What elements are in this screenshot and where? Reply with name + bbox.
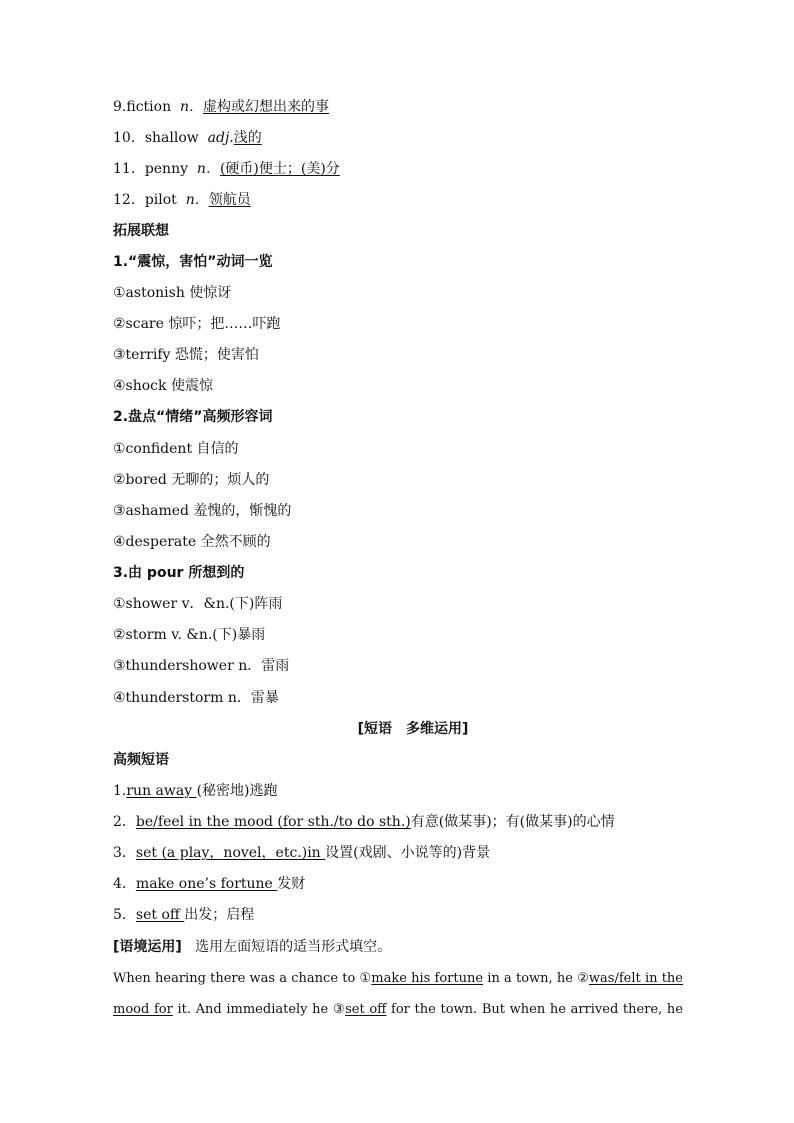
vocab-word: 10．shallow [113,130,199,146]
phrase-meaning: 出发；启程 [184,907,255,923]
vocab-word: 9.fiction [113,99,172,115]
phrase-text: run away [126,783,197,799]
vocab-item [113,190,251,210]
vocab-meaning: 浅的 [233,130,262,146]
section-title: [短语 多维运用] [357,721,469,737]
phrase-item [113,781,278,801]
phrase-number: 4． [113,876,136,892]
group-item: ③thundershower n．雷雨 [113,658,290,674]
vocab-item [113,128,262,148]
group-item: ①astonish 使惊讶 [113,285,232,301]
expand-heading: 拓展联想 [113,223,169,239]
vocab-pos: n． [185,192,209,208]
phrase-item [113,905,254,925]
phrase-meaning: 设置(戏剧、小说等的)背景 [325,845,491,861]
vocab-pos: n． [180,99,204,115]
vocab-item [113,97,329,117]
group-item: ①shower v．&n.(下)阵雨 [113,596,283,612]
phrase-item [113,843,490,863]
answer-blank: was/felt in the [588,971,683,986]
phrase-number: 2． [113,814,136,830]
context-label: [语境运用] [113,939,182,955]
phrases-heading: 高频短语 [113,752,169,768]
phrase-text: set (a play，novel，etc.)in [135,845,326,861]
group-item: ④desperate 全然不顾的 [113,534,271,550]
vocab-item [113,159,340,179]
answer-blank: set off [345,1002,387,1017]
phrase-number: 3． [113,845,136,861]
group-title: 3.由 pour 所想到的 [113,565,245,581]
phrase-meaning: (秘密地)逃跑 [196,783,278,799]
phrase-meaning: 有意(做某事)；有(做某事)的心情 [410,814,615,830]
group-item: ④shock 使震惊 [113,378,213,394]
vocab-meaning: (硬币)便士；(美)分 [219,161,340,177]
group-title: 1.“震惊，害怕”动词一览 [113,254,273,270]
context-paragraph-line: mood for it. And immediately he ③set off for the town. But when he arrived there, he [113,1002,683,1017]
phrase-text: be/feel in the mood (for sth./to do sth.) [135,814,411,830]
context-heading [113,937,391,957]
phrase-number: 1. [113,783,127,799]
context-paragraph-line: When hearing there was a chance to ①make his fortune in a town, he ②was/felt in the [113,971,683,986]
context-instruction: 选用左面短语的适当形式填空。 [195,939,392,955]
phrase-text: set off [135,907,185,923]
group-item: ③terrify 恐慌；使害怕 [113,347,259,363]
vocab-word: 12．pilot [113,192,177,208]
phrase-text: make one’s fortune [135,876,278,892]
phrase-number: 5． [113,907,136,923]
answer-blank: make his fortune [371,971,484,986]
group-item: ②scare 惊吓；把……吓跑 [113,316,281,332]
group-item: ③ashamed 羞愧的，惭愧的 [113,503,292,519]
vocab-pos: adj. [207,130,234,146]
group-title: 2.盘点“情绪”高频形容词 [113,409,273,425]
group-item: ②storm v. &n.(下)暴雨 [113,627,266,643]
phrase-item [113,874,305,894]
answer-blank: mood for [113,1002,173,1017]
vocab-meaning: 领航员 [208,192,251,208]
phrase-item [113,812,615,832]
vocab-meaning: 虚构或幻想出来的事 [203,99,330,115]
group-item: ①confident 自信的 [113,441,239,457]
vocab-word: 11．penny [113,161,189,177]
vocab-pos: n． [196,161,220,177]
group-item: ②bored 无聊的；烦人的 [113,472,270,488]
group-item: ④thunderstorm n．雷暴 [113,690,279,706]
phrase-meaning: 发财 [277,876,306,892]
